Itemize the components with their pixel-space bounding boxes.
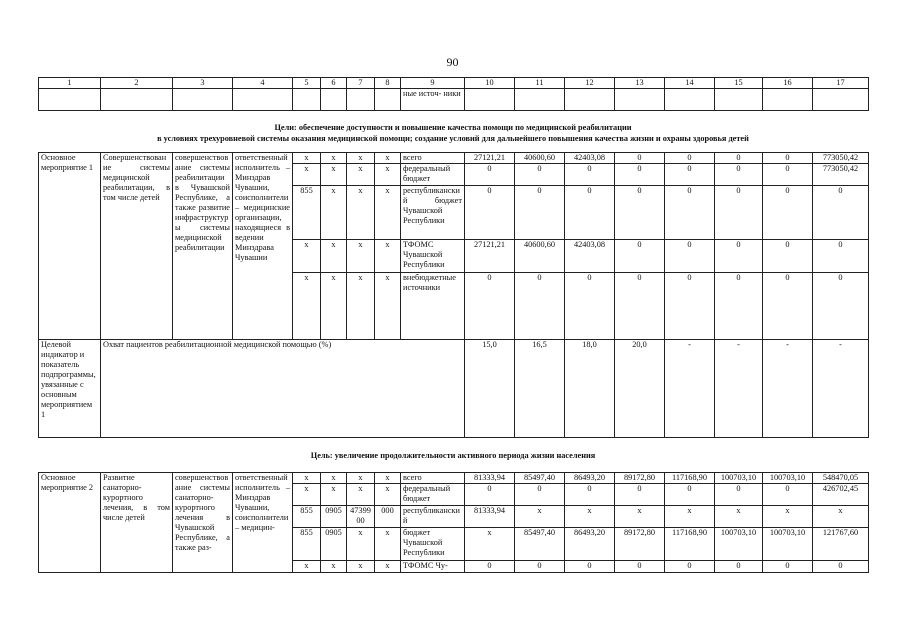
budget-code-cell: x <box>347 240 375 273</box>
funding-source: ные источ- ники <box>401 89 465 111</box>
amount-cell: 0 <box>615 186 665 240</box>
col-header: 13 <box>615 78 665 89</box>
budget-code-cell: x <box>293 153 321 164</box>
funding-source: бюджет Чувашской Республики <box>401 528 465 561</box>
budget-code-cell: x <box>375 528 401 561</box>
budget-code-cell: x <box>293 164 321 186</box>
amount-cell: 0 <box>665 273 715 340</box>
budget-code-cell: x <box>321 484 347 506</box>
amount-cell: 0 <box>465 561 515 573</box>
amount-cell: 0 <box>715 273 763 340</box>
funding-source: ТФОМС Чу- <box>401 561 465 573</box>
amount-cell: 0 <box>763 240 813 273</box>
budget-code-cell: 4739900 <box>347 506 375 528</box>
indicator-row <box>39 340 869 438</box>
budget-code-cell: x <box>347 473 375 484</box>
amount-cell: 0 <box>715 240 763 273</box>
amount-cell: 0 <box>615 273 665 340</box>
amount-cell: 0 <box>763 164 813 186</box>
indicator-value: - <box>813 340 869 438</box>
amount-cell: 0 <box>615 240 665 273</box>
budget-code-cell: x <box>347 273 375 340</box>
amount-cell: 0 <box>715 164 763 186</box>
event-1-table <box>38 152 869 438</box>
amount-cell: 86493,20 <box>565 473 615 484</box>
amount-cell: x <box>465 528 515 561</box>
budget-code-cell: x <box>321 153 347 164</box>
amount-cell: 0 <box>813 240 869 273</box>
event-title: Совершенствование системы медицинской реабилитации, в том числе детей <box>101 153 173 340</box>
amount-cell: 27121,21 <box>465 240 515 273</box>
continuation-row <box>39 89 869 111</box>
budget-code-cell: 0905 <box>321 506 347 528</box>
amount-cell: 0 <box>665 186 715 240</box>
header-table <box>38 77 869 111</box>
budget-code-cell: x <box>293 473 321 484</box>
event-name: Основное мероприятие 1 <box>39 153 101 340</box>
amount-cell: 0 <box>515 164 565 186</box>
amount-cell: x <box>515 506 565 528</box>
indicator-value: - <box>715 340 763 438</box>
budget-code-cell: x <box>375 273 401 340</box>
amount-cell: 0 <box>665 164 715 186</box>
budget-code-cell: x <box>321 240 347 273</box>
goal-1-heading: Цели: обеспечение доступности и повышение качества помощи по медицинской реабилитации в условиях трехуровневой системы оказания медицинской помощи; создание условий для дальнейшего повышения качества жизни и охраны здоровья детей <box>157 123 749 143</box>
amount-cell: 0 <box>465 186 515 240</box>
budget-code-cell: x <box>321 473 347 484</box>
amount-cell: 0 <box>565 273 615 340</box>
amount-cell: 40600,60 <box>515 153 565 164</box>
indicator-label: Целевой индикатор и показатель подпрограммы, увязанные с основным мероприятием 1 <box>39 340 101 438</box>
amount-cell: 0 <box>565 186 615 240</box>
amount-cell: x <box>763 506 813 528</box>
budget-code-cell: 855 <box>293 528 321 561</box>
col-header: 5 <box>293 78 321 89</box>
amount-cell: 0 <box>665 240 715 273</box>
indicator-text: Охват пациентов реабилитационной медицинской помощью (%) <box>101 340 465 438</box>
col-header: 6 <box>321 78 347 89</box>
budget-code-cell: x <box>321 273 347 340</box>
amount-cell: 0 <box>615 484 665 506</box>
indicator-value: - <box>665 340 715 438</box>
table-row <box>39 153 869 164</box>
amount-cell: 100703,10 <box>715 473 763 484</box>
amount-cell: 0 <box>813 273 869 340</box>
budget-code-cell: x <box>321 164 347 186</box>
amount-cell: 117168,90 <box>665 473 715 484</box>
amount-cell: 0 <box>763 484 813 506</box>
indicator-value: 18,0 <box>565 340 615 438</box>
col-header: 3 <box>173 78 233 89</box>
amount-cell: 0 <box>763 153 813 164</box>
amount-cell: 0 <box>515 484 565 506</box>
budget-code-cell: 855 <box>293 186 321 240</box>
amount-cell: 0 <box>615 561 665 573</box>
col-header: 14 <box>665 78 715 89</box>
col-header: 2 <box>101 78 173 89</box>
amount-cell: 85497,40 <box>515 528 565 561</box>
amount-cell: 773050,42 <box>813 153 869 164</box>
event-title: Развитие санаторно-курортного лечения, в том числе детей <box>101 473 173 573</box>
budget-code-cell: 855 <box>293 506 321 528</box>
amount-cell: 0 <box>465 484 515 506</box>
amount-cell: 0 <box>763 561 813 573</box>
event-name: Основное мероприятие 2 <box>39 473 101 573</box>
amount-cell: 0 <box>615 164 665 186</box>
column-number-row <box>39 78 869 89</box>
col-header: 4 <box>233 78 293 89</box>
amount-cell: 100703,10 <box>763 528 813 561</box>
indicator-value: 16,5 <box>515 340 565 438</box>
budget-code-cell: x <box>321 186 347 240</box>
amount-cell: 773050,42 <box>813 164 869 186</box>
amount-cell: 42403,08 <box>565 153 615 164</box>
amount-cell: 0 <box>813 186 869 240</box>
col-header: 10 <box>465 78 515 89</box>
funding-source: всего <box>401 153 465 164</box>
amount-cell: 0 <box>715 186 763 240</box>
amount-cell: 0 <box>665 153 715 164</box>
budget-code-cell: x <box>347 164 375 186</box>
amount-cell: 40600,60 <box>515 240 565 273</box>
amount-cell: 0 <box>763 273 813 340</box>
event-goal: совершенствование системы санаторно-курортного лечения в Чувашской Республике, а также раз- <box>173 473 233 573</box>
budget-code-cell: x <box>375 484 401 506</box>
budget-code-cell: x <box>375 240 401 273</box>
amount-cell: 117168,90 <box>665 528 715 561</box>
page-number: 90 <box>446 55 459 69</box>
goal-2-heading: Цель: увеличение продолжительности активного периода жизни населения <box>310 451 596 460</box>
amount-cell: 0 <box>715 561 763 573</box>
amount-cell: x <box>715 506 763 528</box>
budget-code-cell: x <box>293 484 321 506</box>
budget-code-cell: 000 <box>375 506 401 528</box>
amount-cell: x <box>813 506 869 528</box>
funding-source: федеральный бюджет <box>401 484 465 506</box>
amount-cell: 81333,94 <box>465 506 515 528</box>
budget-code-cell: x <box>347 186 375 240</box>
amount-cell: 0 <box>813 561 869 573</box>
funding-source: республиканский <box>401 506 465 528</box>
col-header: 7 <box>347 78 375 89</box>
amount-cell: x <box>665 506 715 528</box>
amount-cell: x <box>615 506 665 528</box>
amount-cell: 0 <box>763 186 813 240</box>
indicator-value: 15,0 <box>465 340 515 438</box>
amount-cell: 86493,20 <box>565 528 615 561</box>
amount-cell: 100703,10 <box>715 528 763 561</box>
col-header: 9 <box>401 78 465 89</box>
amount-cell: 42403,08 <box>565 240 615 273</box>
funding-source: федеральный бюджет <box>401 164 465 186</box>
amount-cell: 0 <box>665 561 715 573</box>
amount-cell: 0 <box>515 561 565 573</box>
amount-cell: 81333,94 <box>465 473 515 484</box>
col-header: 8 <box>375 78 401 89</box>
amount-cell: 548470,05 <box>813 473 869 484</box>
col-header: 1 <box>39 78 101 89</box>
col-header: 11 <box>515 78 565 89</box>
budget-code-cell: x <box>293 240 321 273</box>
budget-code-cell: x <box>347 484 375 506</box>
col-header: 12 <box>565 78 615 89</box>
col-header: 15 <box>715 78 763 89</box>
budget-code-cell: x <box>293 273 321 340</box>
budget-code-cell: x <box>293 561 321 573</box>
funding-source: республиканский бюджет Чувашской Республики <box>401 186 465 240</box>
budget-code-cell: x <box>375 153 401 164</box>
amount-cell: 27121,21 <box>465 153 515 164</box>
amount-cell: 0 <box>565 561 615 573</box>
funding-source: всего <box>401 473 465 484</box>
indicator-value: - <box>763 340 813 438</box>
amount-cell: 0 <box>515 186 565 240</box>
event-executor: ответственный исполнитель – Минздрав Чувашии, соисполнители – медицинские организации, находящиеся в ведении Минздрава Чувашии <box>233 153 293 340</box>
amount-cell: 0 <box>715 484 763 506</box>
budget-code-cell: x <box>375 473 401 484</box>
budget-code-cell: x <box>375 561 401 573</box>
amount-cell: 0 <box>565 164 615 186</box>
event-executor: ответственный исполнитель – Минздрав Чувашии, соисполнители – медицин- <box>233 473 293 573</box>
budget-code-cell: 0905 <box>321 528 347 561</box>
budget-code-cell: x <box>347 561 375 573</box>
funding-source: внебюджетные источники <box>401 273 465 340</box>
amount-cell: 0 <box>615 153 665 164</box>
amount-cell: 0 <box>465 273 515 340</box>
amount-cell: x <box>565 506 615 528</box>
amount-cell: 0 <box>715 153 763 164</box>
amount-cell: 89172,80 <box>615 528 665 561</box>
event-goal: совершенствование системы реабилитации в Чувашской Республике, а также развитие инфраструктуры системы медицинской реабилитации <box>173 153 233 340</box>
col-header: 16 <box>763 78 813 89</box>
table-row <box>39 473 869 484</box>
event-2-table <box>38 472 869 573</box>
amount-cell: 0 <box>465 164 515 186</box>
amount-cell: 100703,10 <box>763 473 813 484</box>
amount-cell: 121767,60 <box>813 528 869 561</box>
indicator-value: 20,0 <box>615 340 665 438</box>
budget-code-cell: x <box>375 186 401 240</box>
amount-cell: 0 <box>665 484 715 506</box>
budget-code-cell: x <box>321 561 347 573</box>
amount-cell: 0 <box>565 484 615 506</box>
amount-cell: 0 <box>515 273 565 340</box>
amount-cell: 89172,80 <box>615 473 665 484</box>
funding-source: ТФОМС Чувашской Республики <box>401 240 465 273</box>
budget-code-cell: x <box>375 164 401 186</box>
amount-cell: 426702,45 <box>813 484 869 506</box>
budget-code-cell: x <box>347 153 375 164</box>
col-header: 17 <box>813 78 869 89</box>
amount-cell: 85497,40 <box>515 473 565 484</box>
budget-code-cell: x <box>347 528 375 561</box>
